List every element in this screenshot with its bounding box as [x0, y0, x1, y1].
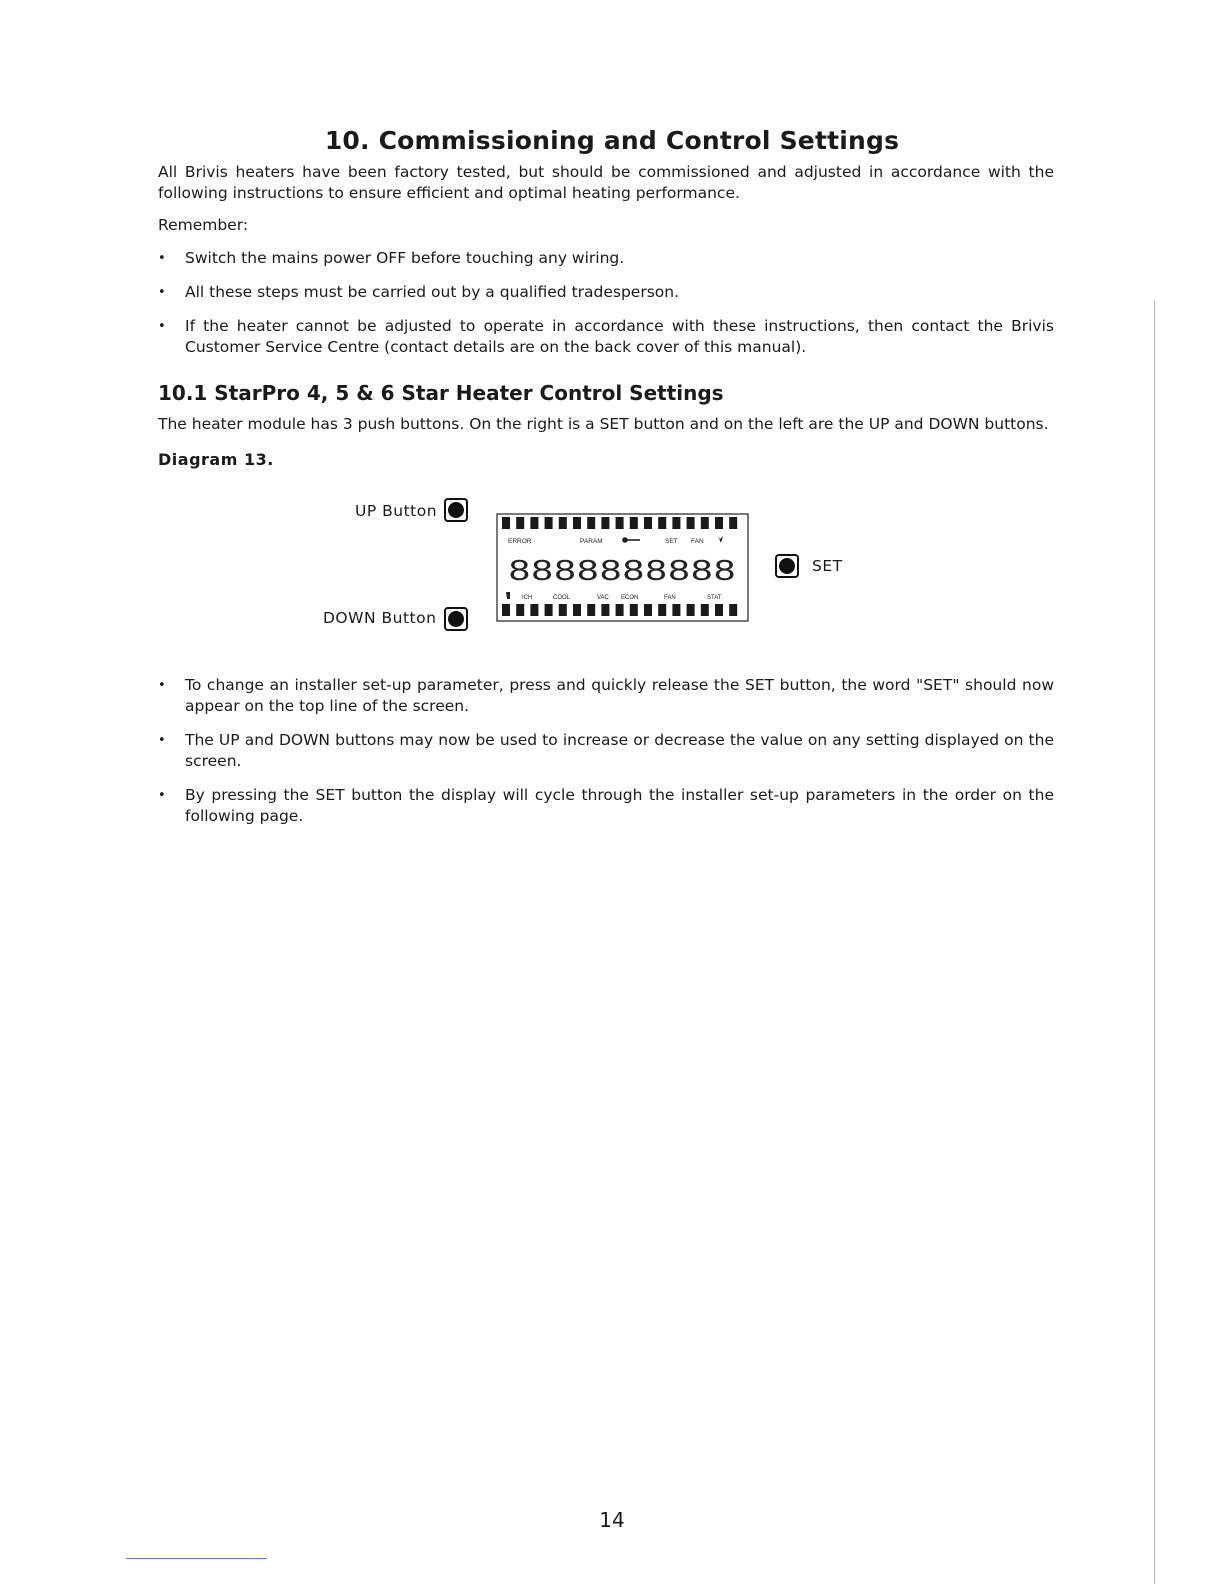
display-indicator-set: SET — [665, 538, 678, 545]
display-segment — [644, 604, 652, 616]
display-segment — [658, 517, 666, 529]
display-indicator-fan: FAN — [691, 538, 704, 545]
display-indicator-stat: STAT — [707, 595, 722, 601]
up-button-label: UP Button — [355, 502, 438, 520]
list-item: • Switch the mains power OFF before touching any wiring. — [158, 248, 1054, 269]
footer-rule — [126, 1558, 267, 1559]
list-item: • By pressing the SET button the display will cycle through the installer set-up parameters in the order on the following page. — [158, 785, 1054, 827]
page-edge-line — [1154, 300, 1155, 1584]
display-segment — [658, 604, 666, 616]
display-segment — [587, 604, 595, 616]
list-item: • If the heater cannot be adjusted to operate in accordance with these instructions, then contact the Brivis Customer Service Centre (contact details are on the back cover of this manual). — [158, 316, 1054, 358]
display-segment — [587, 517, 595, 529]
display-indicator-param: PARAM — [580, 538, 603, 545]
display-segment — [545, 517, 553, 529]
display-segment — [630, 604, 638, 616]
display-segment — [715, 604, 723, 616]
display-segment — [715, 517, 723, 529]
display-segment — [644, 517, 652, 529]
display-segment — [530, 604, 538, 616]
display-segment — [573, 517, 581, 529]
display-indicator-ich: ICH — [522, 595, 533, 601]
display-segment — [701, 517, 709, 529]
section-heading: 10.1 StarPro 4, 5 & 6 Star Heater Control Settings — [158, 381, 724, 405]
display-segment — [516, 604, 524, 616]
display-segment — [672, 517, 680, 529]
person-icon — [506, 592, 510, 599]
steps-list — [158, 675, 1054, 840]
section-description: The heater module has 3 push buttons. On the right is a SET button and on the left are the UP and DOWN buttons. — [158, 415, 1049, 433]
display-indicator-econ: ECON — [621, 595, 639, 601]
page-number: 14 — [599, 1508, 625, 1532]
set-button-label: SET — [812, 557, 843, 575]
display-bottom-segments — [502, 604, 737, 616]
set-button[interactable] — [775, 554, 799, 578]
display-segment — [729, 604, 737, 616]
display-segment — [729, 517, 737, 529]
diagram-label: Diagram 13. — [158, 450, 274, 469]
display-digits: 8888888888 — [508, 555, 736, 590]
display-segment — [559, 604, 567, 616]
display-indicator-cool: COOL — [553, 595, 571, 601]
intro-paragraph: All Brivis heaters have been factory tested, but should be commissioned and adjusted in accordance with the following instructions to ensure efficient and optimal heating performance. — [158, 163, 1054, 202]
list-item: • To change an installer set-up parameter, press and quickly release the SET button, the word "SET" should now appear on the top line of the screen. — [158, 675, 1054, 717]
down-button-label: DOWN Button — [323, 609, 437, 627]
display-segment — [616, 604, 624, 616]
down-button[interactable] — [444, 607, 468, 631]
display-segment — [616, 517, 624, 529]
display-segment — [573, 604, 581, 616]
display-segment — [516, 517, 524, 529]
lcd-display — [496, 513, 750, 623]
display-indicator-fan-bottom: FAN — [664, 595, 676, 601]
display-segment — [687, 517, 695, 529]
display-segment — [502, 604, 510, 616]
display-segment — [601, 517, 609, 529]
display-segment — [530, 517, 538, 529]
display-segment — [502, 517, 510, 529]
remember-label: Remember: — [158, 216, 249, 234]
display-indicator-error: ERROR — [508, 538, 532, 545]
list-item: • The UP and DOWN buttons may now be used to increase or decrease the value on any setting displayed on the screen. — [158, 730, 1054, 772]
display-top-segments — [502, 517, 737, 529]
up-button[interactable] — [444, 498, 468, 522]
display-segment — [545, 604, 553, 616]
display-indicator-vac: VAC — [597, 595, 609, 601]
list-item: • All these steps must be carried out by a qualified tradesperson. — [158, 282, 1054, 303]
remember-list — [158, 248, 1054, 371]
display-segment — [601, 604, 609, 616]
key-icon — [623, 538, 640, 542]
page-title: 10. Commissioning and Control Settings — [324, 126, 900, 155]
display-segment — [687, 604, 695, 616]
display-segment — [630, 517, 638, 529]
display-segment — [672, 604, 680, 616]
heart-icon — [718, 536, 723, 543]
display-segment — [559, 517, 567, 529]
display-segment — [701, 604, 709, 616]
